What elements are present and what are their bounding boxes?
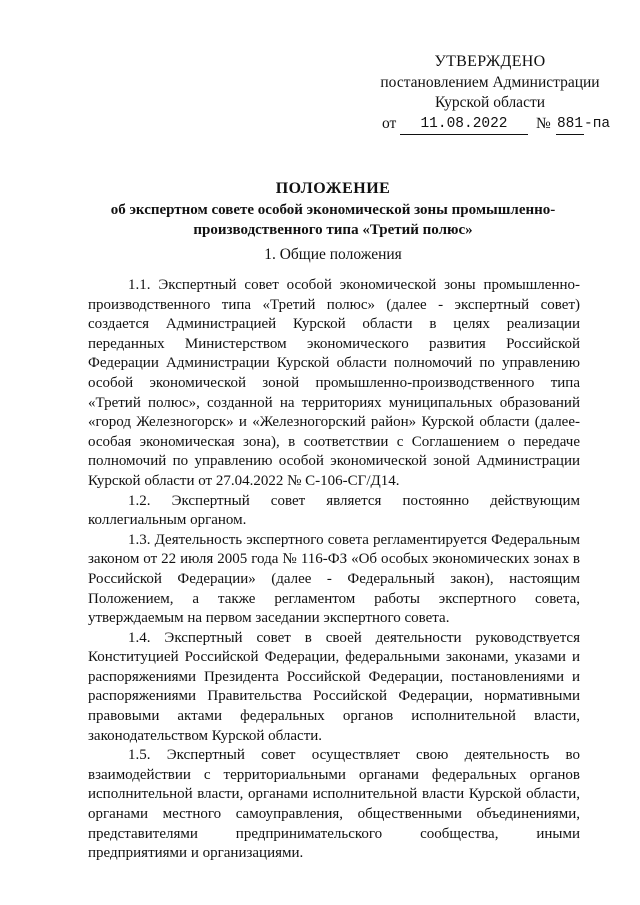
approval-number-suffix: -па: [584, 115, 611, 132]
approval-heading: УТВЕРЖДЕНО: [434, 53, 546, 70]
approval-number: 881: [556, 114, 584, 136]
title-main: ПОЛОЖЕНИЕ: [275, 180, 391, 197]
approval-dateline: [360, 114, 620, 136]
title-line-1: об экспертном совете особой экономической зоны промышленно-: [110, 202, 556, 218]
document-body: [88, 276, 580, 864]
approval-stamp: [360, 52, 620, 136]
document-title: [88, 178, 578, 240]
section-heading: 1. Общие положения: [264, 246, 402, 263]
approval-date: 11.08.2022: [400, 114, 528, 136]
number-prefix: №: [536, 114, 551, 132]
paragraph-1-4: 1.4. Экспертный совет в своей деятельности руководствуется Конституцией Российской Федерации, федеральными законами, указами и распоряжениями Президента Российской Федерации, постановлениями и распоряжениями Правительства Российской Федерации, нормативными правовыми актами федеральных органов исполнительной власти, законодательством Курской области.: [88, 629, 580, 744]
paragraph-1-5: 1.5. Экспертный совет осуществляет свою деятельность во взаимодействии с территориальными органами федеральных органов исполнительной власти, органами исполнительной власти Курской области, органами местного самоуправления, общественными объединениями, представителями предпринимательского сообщества, иными предприятиями и организациями.: [88, 747, 580, 862]
date-prefix: от: [382, 114, 397, 132]
title-line-2: производственного типа «Третий полюс»: [193, 222, 473, 238]
paragraph-1-1: 1.1. Экспертный совет особой экономической зоны промышленно-производственного типа «Третий полюс» (далее - экспертный совет) создается Администрацией Курской области в целях реализации переданных Министерством экономического развития Российской Федерации Администрации Курской области полномочий по управлению особой экономической зоной промышленно-производственного типа «Третий полюс», созданной на территориях муниципальных образований «город Железногорск» и «Железногорский район» Курской области (далее-особая экономическая зона), в соответствии с Соглашением о передаче полномочий по управлению особой экономической зоной Администрации Курской области от 27.04.2022 № С-106-СГ/Д14.: [88, 277, 580, 489]
approval-issuer: постановлением Администрации: [380, 73, 600, 91]
approval-region: Курской области: [434, 94, 546, 111]
paragraph-1-3: 1.3. Деятельность экспертного совета регламентируется Федеральным законом от 22 июля 2005 года № 116-ФЗ «Об особых экономических зонах в Российской Федерации» (далее - Федеральный закон), настоящим Положением, а также регламентом работы экспертного совета, утверждаемым на первом заседании экспертного совета.: [88, 531, 580, 627]
paragraph-1-2: 1.2. Экспертный совет является постоянно действующим коллегиальным органом.: [88, 492, 580, 529]
